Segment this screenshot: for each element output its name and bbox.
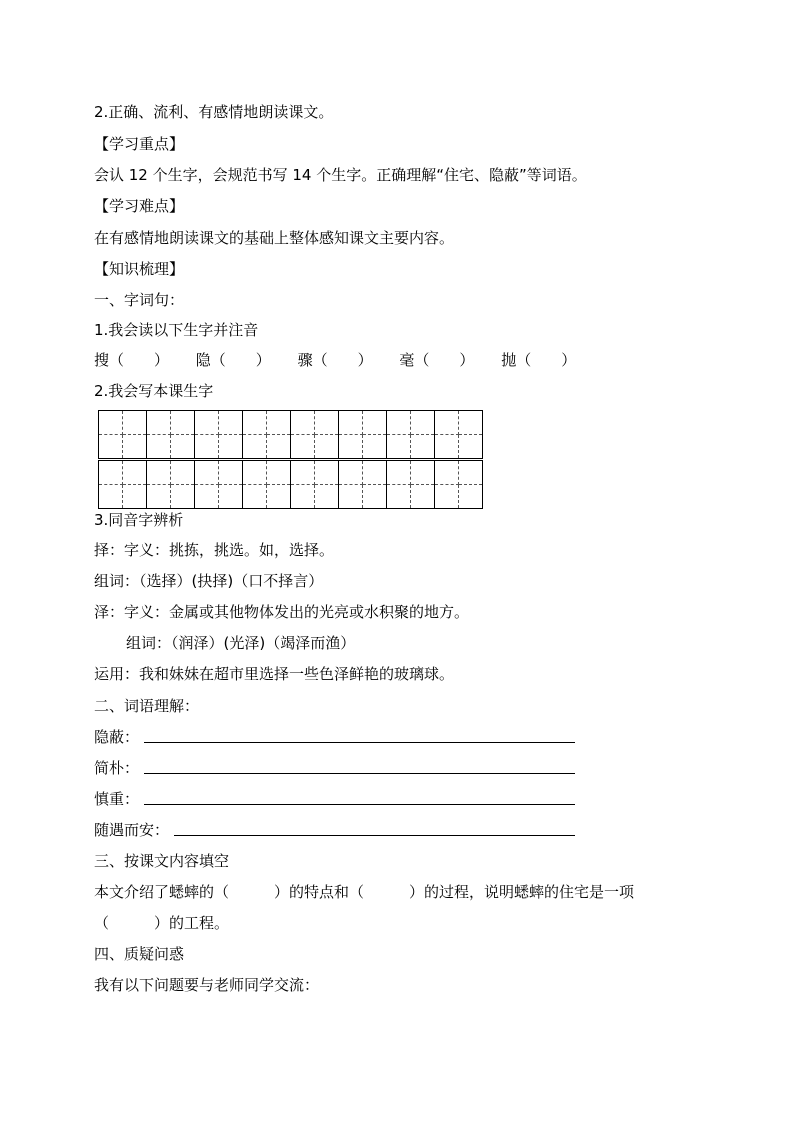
pinyin-char[interactable]: 抛（ ） — [501, 351, 577, 369]
fill-line-1: 本文介绍了蟋蟀的（ ）的特点和（ ）的过程，说明蟋蟀的住宅是一项 — [94, 883, 635, 901]
pinyin-char[interactable]: 搜（ ） — [94, 351, 170, 369]
key-points-text: 会认 12 个生字，会规范书写 14 个生字。正确理解“住宅、隐蔽”等词语。 — [94, 166, 587, 184]
pinyin-row — [94, 350, 598, 370]
vocab-answer-line[interactable] — [144, 804, 575, 805]
ze1-definition: 择：字义：挑拣，挑选。如，选择。 — [94, 541, 335, 559]
writing-grid-row-2[interactable] — [98, 460, 483, 509]
vocab-term: 慎重： — [94, 790, 140, 808]
questions-text: 我有以下问题要与老师同学交流： — [94, 976, 320, 994]
vocab-answer-line[interactable] — [144, 773, 575, 774]
vocab-term: 隐蔽： — [94, 728, 140, 746]
pinyin-char[interactable]: 骤（ ） — [297, 351, 373, 369]
vocab-term: 随遇而安： — [94, 821, 170, 839]
pinyin-instruction: 1.我会读以下生字并注音 — [94, 321, 259, 339]
vocab-answer-line[interactable] — [174, 835, 575, 836]
fill-heading: 三、按课文内容填空 — [94, 852, 230, 870]
difficulties-heading: 【学习难点】 — [94, 197, 185, 215]
key-points-heading: 【学习重点】 — [94, 135, 185, 153]
knowledge-heading: 【知识梳理】 — [94, 260, 185, 278]
ze2-definition: 泽：字义：金属或其他物体发出的光亮或水积聚的地方。 — [94, 603, 470, 621]
pinyin-char[interactable]: 隐（ ） — [195, 351, 271, 369]
writing-instruction: 2.我会写本课生字 — [94, 382, 214, 400]
section-1-heading: 一、字词句： — [94, 291, 185, 309]
writing-grid-row-1[interactable] — [98, 410, 483, 459]
homophone-heading: 3.同音字辨析 — [94, 511, 184, 529]
vocab-term: 简朴： — [94, 759, 140, 777]
learning-goal-2: 2.正确、流利、有感情地朗读课文。 — [94, 103, 334, 121]
pinyin-char[interactable]: 毫（ ） — [399, 351, 475, 369]
vocab-heading: 二、词语理解： — [94, 697, 200, 715]
ze1-words: 组词：（选择）(抉择)（口不择言） — [94, 572, 324, 590]
ze2-words: 组词：（润泽）(光泽)（竭泽而渔） — [126, 634, 356, 652]
vocab-answer-line[interactable] — [144, 742, 575, 743]
usage-sentence: 运用：我和妹妹在超市里选择一些色泽鲜艳的玻璃球。 — [94, 665, 455, 683]
questions-heading: 四、质疑问惑 — [94, 945, 185, 963]
difficulties-text: 在有感情地朗读课文的基础上整体感知课文主要内容。 — [94, 229, 455, 247]
fill-line-2: （ ）的工程。 — [94, 914, 230, 932]
